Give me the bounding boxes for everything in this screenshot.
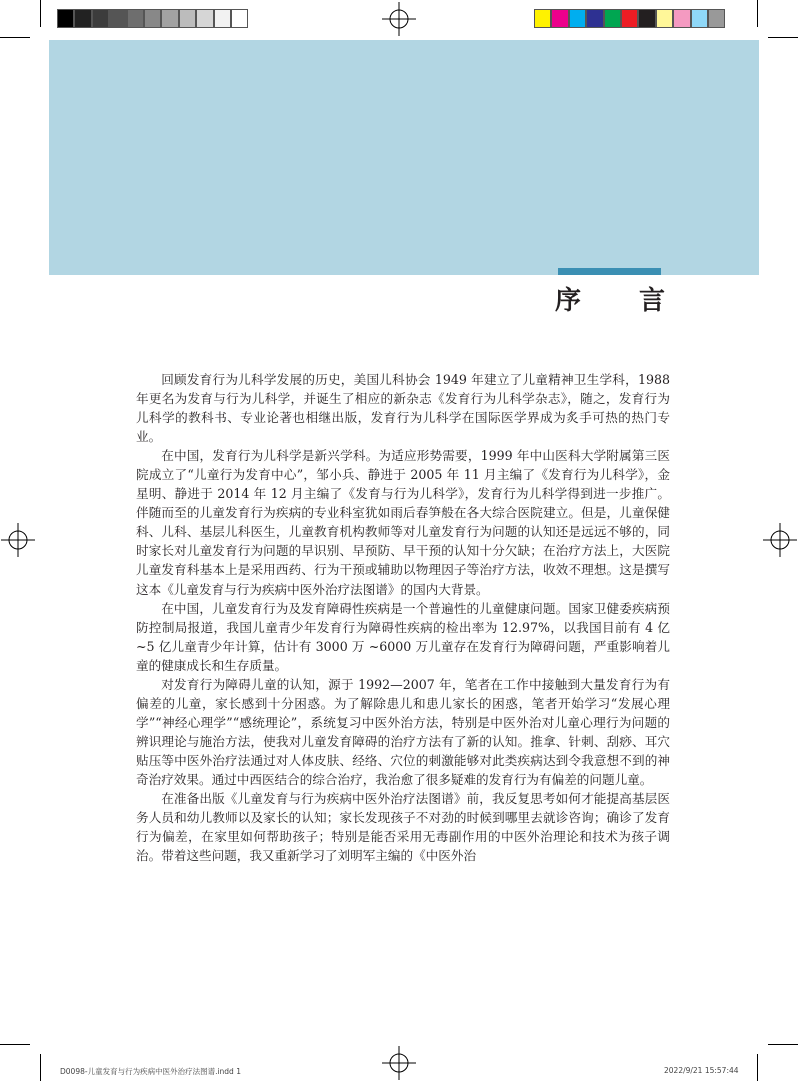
grayscale-swatch-7: [161, 9, 178, 28]
title-char-2: 言: [638, 285, 665, 316]
grayscale-swatch-5: [127, 9, 144, 28]
process-swatch-7: [638, 9, 655, 28]
process-swatch-4: [586, 9, 603, 28]
body-text: [136, 370, 670, 865]
title-char-1: 序: [555, 285, 582, 316]
header-block: [49, 40, 759, 275]
paragraph-4: 对发育行为障碍儿童的认知，源于 1992—2007 年，笔者在工作中接触到大量发育行为有偏差的儿童，家长感到十分困惑。为了解除患儿和患儿家长的困惑，笔者开始学习“发展心理学”“神经心理学”“感统理论”，系统复习中医外治方法，特别是中医外治对儿童心理行为问题的辨识理论与施治方法，使我对儿童发育障碍的治疗方法有了新的认知。推拿、针刺、刮痧、耳穴贴压等中医外治疗法通过对人体皮肤、经络、穴位的刺激能够对此类疾病达到令我意想不到的神奇治疗效果。通过中西医结合的综合治疗，我治愈了很多疑难的发育行为有偏差的问题儿童。: [136, 676, 670, 787]
process-swatch-8: [656, 9, 673, 28]
process-swatch-9: [673, 9, 690, 28]
title-accent-bar: [558, 268, 661, 275]
process-swatch-3: [569, 9, 586, 28]
registration-mark-bottom: [382, 1046, 416, 1080]
crop-mark-top-left-vertical: [40, 0, 41, 27]
registration-mark-right: [763, 523, 797, 557]
slug-file-name: D0098-儿童发育与行为疾病中医外治疗法图谱.indd 1: [60, 1067, 241, 1076]
process-swatch-10: [691, 9, 708, 28]
grayscale-swatch-4: [109, 9, 126, 28]
process-swatch-11: [708, 9, 725, 28]
crop-mark-bottom-left-horizontal: [0, 1044, 30, 1045]
slug-timestamp: 2022/9/21 15:57:44: [664, 1066, 739, 1075]
grayscale-color-bar: [57, 9, 248, 28]
process-swatch-1: [534, 9, 551, 28]
paragraph-1: 回顾发育行为儿科学发展的历史，美国儿科协会 1949 年建立了儿童精神卫生学科，1988 年更名为发育与行为儿科学，并诞生了相应的新杂志《发育行为儿科学杂志》，随之，发育行为儿科学的教科书、专业论著也相继出版，发育行为儿科学在国际医学界成为炙手可热的热门专业。: [136, 372, 670, 445]
process-swatch-2: [551, 9, 568, 28]
grayscale-swatch-1: [57, 9, 74, 28]
grayscale-swatch-10: [214, 9, 231, 28]
crop-mark-bottom-right-vertical: [757, 1054, 758, 1081]
grayscale-swatch-8: [179, 9, 196, 28]
grayscale-swatch-9: [196, 9, 213, 28]
crop-mark-top-right-horizontal: [768, 37, 798, 38]
registration-mark-top: [382, 2, 416, 36]
crop-mark-bottom-right-horizontal: [768, 1044, 798, 1045]
process-swatch-5: [604, 9, 621, 28]
page-title: [555, 280, 665, 316]
grayscale-swatch-11: [231, 9, 248, 28]
grayscale-swatch-2: [74, 9, 91, 28]
grayscale-swatch-6: [144, 9, 161, 28]
crop-mark-top-left-horizontal: [0, 37, 30, 38]
process-swatch-6: [621, 9, 638, 28]
paragraph-5: 在准备出版《儿童发育与行为疾病中医外治疗法图谱》前，我反复思考如何才能提高基层医务人员和幼儿教师以及家长的认知；家长发现孩子不对劲的时候到哪里去就诊咨询；确诊了发育行为偏差，在家里如何帮助孩子；特别是能否采用无毒副作用的中医外治理论和技术为孩子调治。带着这些问题，我又重新学习了刘明军主编的《中医外治: [136, 791, 670, 864]
registration-mark-left: [1, 523, 35, 557]
paragraph-3: 在中国，儿童发育行为及发育障碍性疾病是一个普遍性的儿童健康问题。国家卫健委疾病预防控制局报道，我国儿童青少年发育行为障碍性疾病的检出率为 12.97%，以我国目前有 4 亿 ~5 亿儿童青少年计算，估计有 3000 万 ~6000 万儿童存在发育行为障碍问题，严重影响着儿童的健康成长和生存质量。: [136, 600, 670, 673]
crop-mark-top-right-vertical: [757, 0, 758, 27]
crop-mark-bottom-left-vertical: [40, 1054, 41, 1081]
paragraph-2: 在中国，发育行为儿科学是新兴学科。为适应形势需要，1999 年中山医科大学附属第三医院成立了“儿童行为发育中心”，邹小兵、静进于 2005 年 11 月主编了《发育行为儿科学》，金星明、静进于 2014 年 12 月主编了《发育与行为儿科学》，发育行为儿科学得到进一步推广。伴随而至的儿童发育行为疾病的专业科室犹如雨后春笋般在各大综合医院建立。但是，儿童保健科、儿科、基层儿科医生，儿童教育机构教师等对儿童发育行为问题的认知还是远远不够的，同时家长对儿童发育行为问题的早识别、早预防、早干预的认知十分欠缺；在治疗方法上，大医院儿童发育科基本上是采用西药、行为干预或辅助以物理因子等治疗方法，收效不理想。这是撰写这本《儿童发育与行为疾病中医外治疗法图谱》的国内大背景。: [136, 448, 670, 597]
grayscale-swatch-3: [92, 9, 109, 28]
process-color-bar: [534, 9, 725, 28]
